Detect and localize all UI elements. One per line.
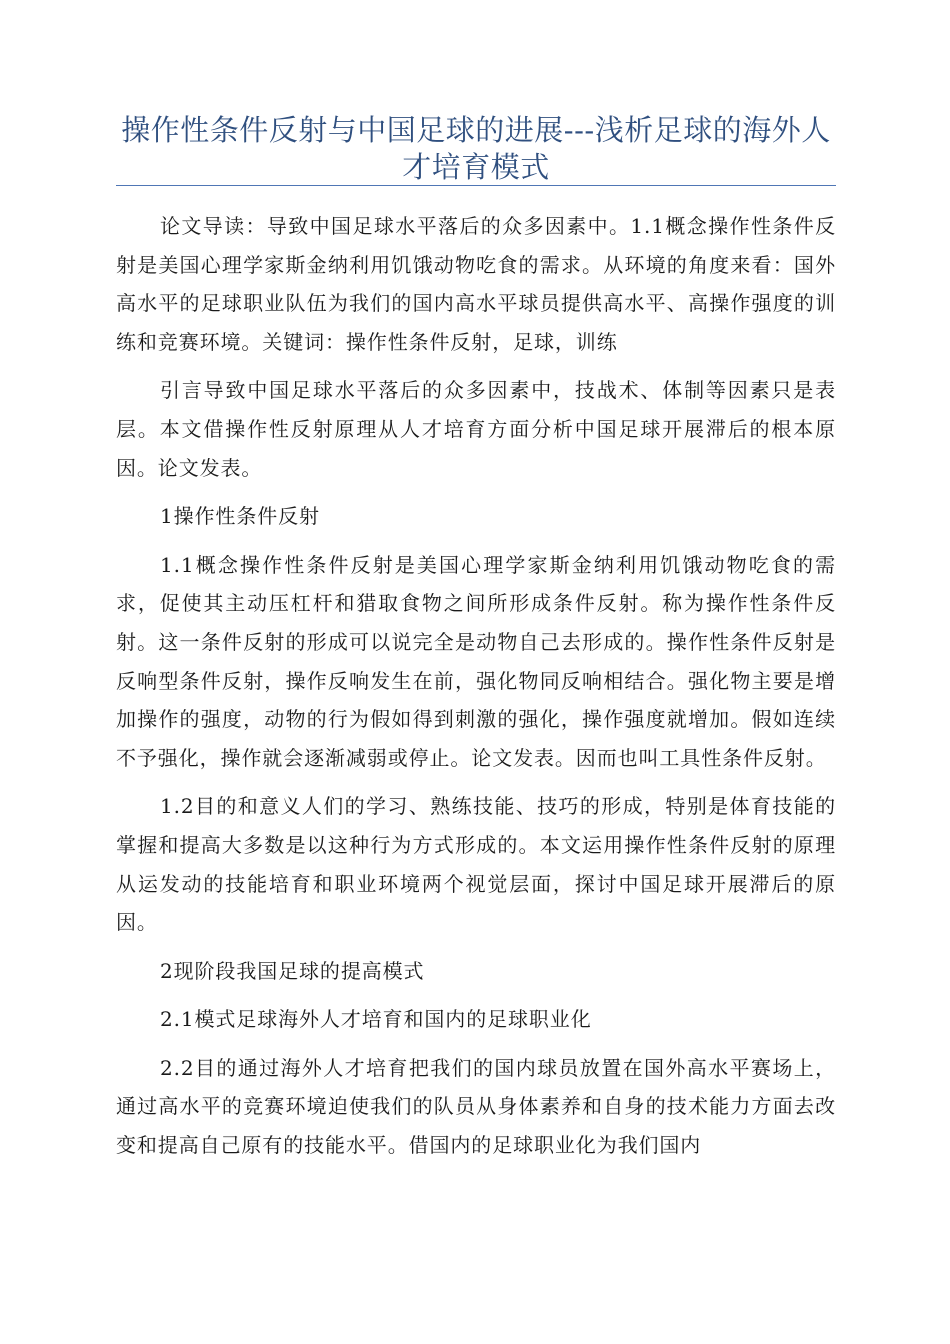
title-block (116, 112, 836, 186)
section-heading-1: 1操作性条件反射 (160, 504, 320, 529)
section-1-1-paragraph: 1.1概念操作性条件反射是美国心理学家斯金纳利用饥饿动物吃食的需求，促使其主动压杠杆和猎取食物之间所形成条件反射。称为操作性条件反射。这一条件反射的形成可以说完全是动物自己去形成的。操作性条件反射是反响型条件反射，操作反响发生在前，强化物同反响相结合。强化物主要是增加操作的强度，动物的行为假如得到刺激的强化，操作强度就增加。假如连续不予强化，操作就会逐渐减弱或停止。论文发表。因而也叫工具性条件反射。 (116, 552, 836, 770)
document-body (116, 207, 836, 1175)
section-2-2-paragraph: 2.2目的通过海外人才培育把我们的国内球员放置在国外高水平赛场上，通过高水平的竞赛环境迫使我们的队员从身体素养和自身的技术能力方面去改变和提高自己原有的技能水平。借国内的足球职业化为我们国内 (116, 1055, 836, 1158)
section-1-2-paragraph: 1.2目的和意义人们的学习、熟练技能、技巧的形成，特别是体育技能的掌握和提高大多数是以这种行为方式形成的。本文运用操作性条件反射的原理从运发动的技能培育和职业环境两个视觉层面，探讨中国足球开展滞后的原因。 (116, 794, 836, 935)
section-heading-2: 2现阶段我国足球的提高模式 (160, 958, 425, 983)
introduction-paragraph: 引言导致中国足球水平落后的众多因素中，技战术、体制等因素只是表层。本文借操作性反射原理从人才培育方面分析中国足球开展滞后的根本原因。论文发表。 (116, 378, 836, 480)
document-title: 操作性条件反射与中国足球的进展---浅析足球的海外人才培育模式 (121, 113, 831, 184)
section-2-1-paragraph: 2.1模式足球海外人才培育和国内的足球职业化 (160, 1007, 592, 1032)
title-underline (116, 185, 836, 186)
abstract-paragraph: 论文导读：导致中国足球水平落后的众多因素中。1.1概念操作性条件反射是美国心理学家斯金纳利用饥饿动物吃食的需求。从环境的角度来看：国外高水平的足球职业队伍为我们的国内高水平球员提供高水平、高操作强度的训练和竞赛环境。关键词：操作性条件反射，足球，训练 (116, 214, 836, 354)
